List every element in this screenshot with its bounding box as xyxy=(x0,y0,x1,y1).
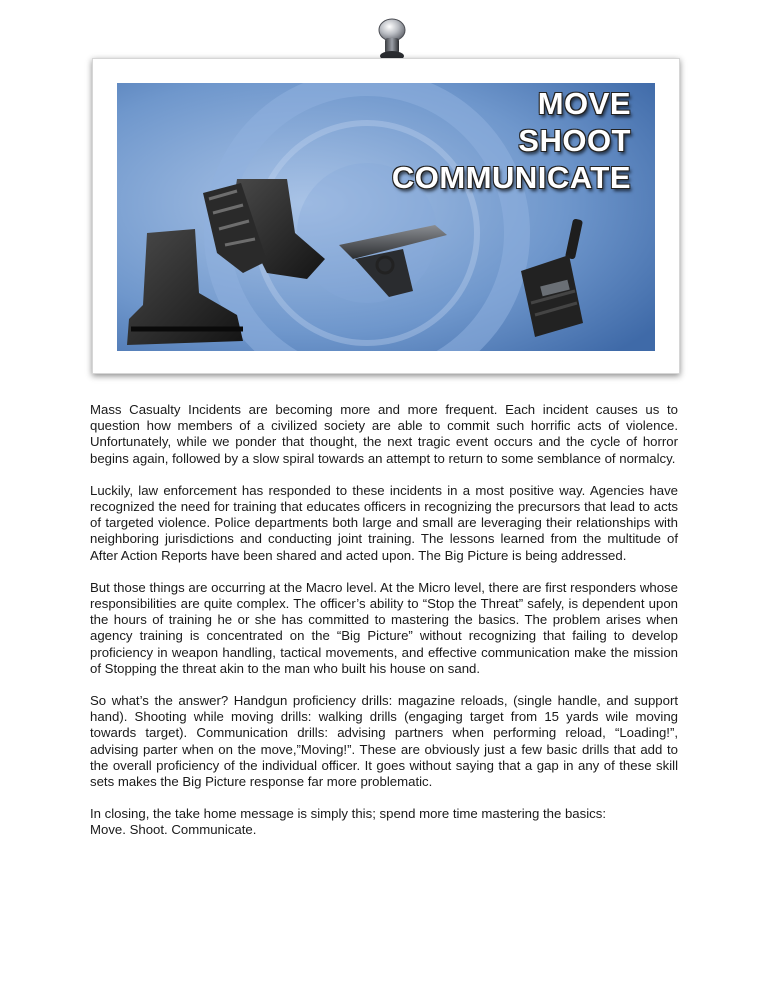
paragraph-micro-level: But those things are occurring at the Macro level. At the Micro level, there are first responders whose responsibilities are quite complex. The officer’s ability to “Stop the Threat” safely, is dependent upon the hours of training he or she has committed to mastering the basics. The problem arises when agency training is concentrated on the “Big Picture” without recognizing that failing to develop proficiency in weapon handling, tactical movements, and effective communication make the mission of Stopping the threat akin to the man who built his house on sand. xyxy=(90,579,678,676)
paragraph-closing xyxy=(90,806,678,838)
headline-move: MOVE xyxy=(537,86,631,121)
headline-communicate: COMMUNICATE xyxy=(391,160,631,195)
article-body xyxy=(90,402,678,839)
paragraph-response: Luckily, law enforcement has responded to these incidents in a most positive way. Agencies have recognized the need for training that educates officers in recognizing the precursors that lead to acts of targeted violence. Police departments both large and small are leveraging their relationships with neighboring jurisdictions and conducting joint training. The lessons learned from the multitude of After Action Reports have been shared and acted upon. The Big Picture is being addressed. xyxy=(90,482,678,563)
closing-line-1: In closing, the take home message is simply this; spend more time mastering the basics: xyxy=(90,806,607,822)
banner-card xyxy=(92,58,680,374)
headline-shoot: SHOOT xyxy=(518,123,631,158)
paragraph-answer: So what’s the answer? Handgun proficiency drills: magazine reloads, (single handle, and support hand). Shooting while moving drills: walking drills (engaging target from 15 yards wile moving towards target). Communication drills: advising partners when performing reload, “Loading!”, advising parter when on the move,”Moving!”. These are obviously just a few basic drills that add to the overall proficiency of the individual officer. It goes without saying that a gap in any of these skill sets makes the Big Picture response far more problematic. xyxy=(90,693,678,790)
banner-headline xyxy=(331,85,631,196)
closing-line-2: Move. Shoot. Communicate. xyxy=(90,822,257,838)
banner-image xyxy=(117,83,655,351)
paragraph-intro: Mass Casualty Incidents are becoming more and more frequent. Each incident causes us to question how members of a civilized society are able to commit such horrific acts of violence. Unfortunately, while we ponder that thought, the next tragic event occurs and the cycle of horror begins again, followed by a slow spiral towards an attempt to return to some semblance of normalcy. xyxy=(90,402,678,466)
